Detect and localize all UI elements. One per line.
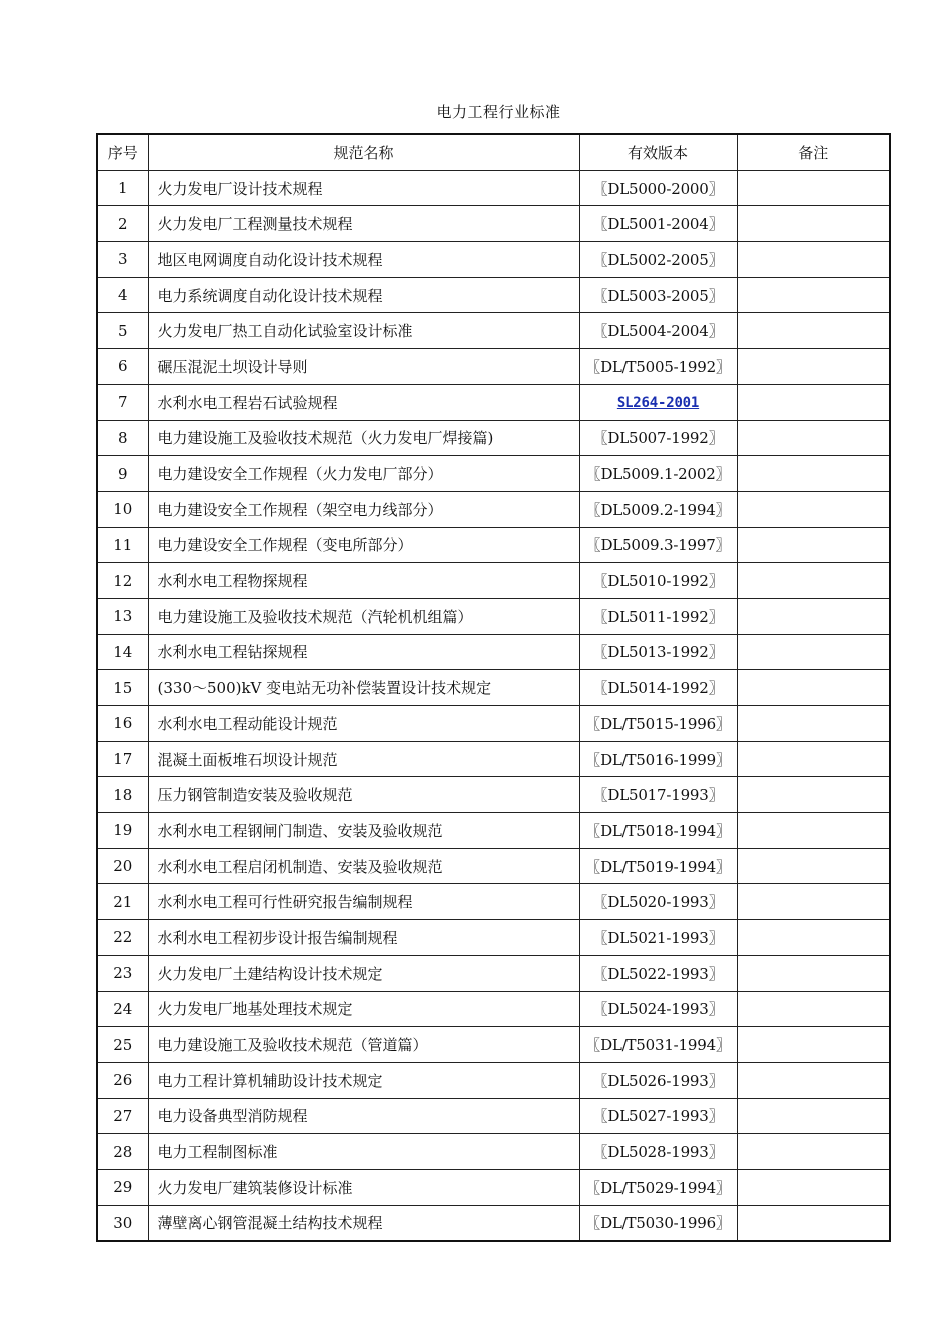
standard-name: 电力建设施工及验收技术规范（管道篇）	[148, 1027, 579, 1063]
standard-version-cell: 〖DL/T5015-1996〗	[579, 706, 737, 742]
row-number: 14	[97, 634, 148, 670]
row-note	[737, 706, 890, 742]
row-note	[737, 741, 890, 777]
page-title: 电力工程行业标准	[436, 103, 561, 121]
row-note	[737, 1169, 890, 1205]
table-row	[97, 670, 890, 706]
table-row	[97, 955, 890, 991]
row-number: 16	[97, 706, 148, 742]
standards-table	[96, 133, 891, 1242]
standard-version-cell: 〖DL5001-2004〗	[579, 206, 737, 242]
row-note	[737, 670, 890, 706]
standard-version-cell: 〖DL5004-2004〗	[579, 313, 737, 349]
standard-version-cell	[579, 384, 737, 420]
standard-name: 电力建设安全工作规程（变电所部分）	[148, 527, 579, 563]
standard-name: 电力建设安全工作规程（火力发电厂部分）	[148, 456, 579, 492]
row-number: 23	[97, 955, 148, 991]
row-note	[737, 955, 890, 991]
row-note	[737, 848, 890, 884]
table-row	[97, 813, 890, 849]
standard-name: 电力工程计算机辅助设计技术规定	[148, 1062, 579, 1098]
row-note	[737, 313, 890, 349]
table-row	[97, 1205, 890, 1241]
row-note	[737, 884, 890, 920]
standard-version-cell: 〖DL5009.1-2002〗	[579, 456, 737, 492]
standard-name: 混凝土面板堆石坝设计规范	[148, 741, 579, 777]
table-row	[97, 598, 890, 634]
standard-name: 电力系统调度自动化设计技术规程	[148, 277, 579, 313]
header-name: 规范名称	[148, 134, 579, 170]
standard-name: 电力建设安全工作规程（架空电力线部分）	[148, 491, 579, 527]
table-row	[97, 920, 890, 956]
standard-name: 电力建设施工及验收技术规范（汽轮机机组篇）	[148, 598, 579, 634]
standard-name: 薄壁离心钢管混凝土结构技术规程	[148, 1205, 579, 1241]
standard-version-cell: 〖DL5009.2-1994〗	[579, 491, 737, 527]
standard-name: 火力发电厂土建结构设计技术规定	[148, 955, 579, 991]
row-number: 12	[97, 563, 148, 599]
table-row	[97, 563, 890, 599]
table-row	[97, 349, 890, 385]
row-number: 24	[97, 991, 148, 1027]
table-row	[97, 527, 890, 563]
row-note	[737, 563, 890, 599]
standard-version-cell: 〖DL5026-1993〗	[579, 1062, 737, 1098]
standard-version-cell: 〖DL5009.3-1997〗	[579, 527, 737, 563]
standard-version-cell: 〖DL5003-2005〗	[579, 277, 737, 313]
standard-name: 火力发电厂热工自动化试验室设计标准	[148, 313, 579, 349]
standard-version-cell: 〖DL5024-1993〗	[579, 991, 737, 1027]
row-number: 10	[97, 491, 148, 527]
table-body	[97, 170, 890, 1241]
standard-name: 水利水电工程启闭机制造、安装及验收规范	[148, 848, 579, 884]
row-note	[737, 456, 890, 492]
row-number: 3	[97, 242, 148, 278]
standard-version-cell: 〖DL5013-1992〗	[579, 634, 737, 670]
row-note	[737, 1027, 890, 1063]
table-row	[97, 384, 890, 420]
row-note	[737, 1062, 890, 1098]
table-row	[97, 848, 890, 884]
standard-name: 火力发电厂建筑装修设计标准	[148, 1169, 579, 1205]
row-number: 18	[97, 777, 148, 813]
standard-version-cell: 〖DL5017-1993〗	[579, 777, 737, 813]
standard-name: 电力设备典型消防规程	[148, 1098, 579, 1134]
standard-name: 电力工程制图标准	[148, 1134, 579, 1170]
standard-version-link[interactable]: SL264-2001	[616, 395, 700, 412]
row-number: 27	[97, 1098, 148, 1134]
row-number: 13	[97, 598, 148, 634]
row-note	[737, 242, 890, 278]
row-note	[737, 349, 890, 385]
standard-name: 水利水电工程岩石试验规程	[148, 384, 579, 420]
standard-name: 火力发电厂地基处理技术规定	[148, 991, 579, 1027]
standard-version-cell: 〖DL5011-1992〗	[579, 598, 737, 634]
table-row	[97, 884, 890, 920]
standard-version-cell: 〖DL5002-2005〗	[579, 242, 737, 278]
table-row	[97, 741, 890, 777]
table-row	[97, 456, 890, 492]
standard-version-cell: 〖DL/T5019-1994〗	[579, 848, 737, 884]
standard-name: (330～500)kV 变电站无功补偿装置设计技术规定	[148, 670, 579, 706]
standard-name: 水利水电工程初步设计报告编制规程	[148, 920, 579, 956]
standard-name: 碾压混泥土坝设计导则	[148, 349, 579, 385]
row-number: 6	[97, 349, 148, 385]
standard-name: 水利水电工程钢闸门制造、安装及验收规范	[148, 813, 579, 849]
standard-version-cell: 〖DL5010-1992〗	[579, 563, 737, 599]
standard-version-cell: 〖DL/T5030-1996〗	[579, 1205, 737, 1241]
table-row	[97, 420, 890, 456]
row-note	[737, 527, 890, 563]
standard-version-cell: 〖DL5028-1993〗	[579, 1134, 737, 1170]
standard-name: 水利水电工程物探规程	[148, 563, 579, 599]
standard-version-cell: 〖DL5021-1993〗	[579, 920, 737, 956]
row-note	[737, 384, 890, 420]
row-number: 17	[97, 741, 148, 777]
row-number: 11	[97, 527, 148, 563]
table-row	[97, 777, 890, 813]
table-row	[97, 170, 890, 206]
standard-name: 火力发电厂设计技术规程	[148, 170, 579, 206]
table-row	[97, 242, 890, 278]
row-number: 15	[97, 670, 148, 706]
standard-version-cell: 〖DL5014-1992〗	[579, 670, 737, 706]
standard-version-cell: 〖DL/T5005-1992〗	[579, 349, 737, 385]
table-row	[97, 206, 890, 242]
row-note	[737, 1098, 890, 1134]
row-note	[737, 598, 890, 634]
table-row	[97, 706, 890, 742]
table-row	[97, 1027, 890, 1063]
row-note	[737, 277, 890, 313]
row-note	[737, 1205, 890, 1241]
standard-name: 火力发电厂工程测量技术规程	[148, 206, 579, 242]
table-row	[97, 1169, 890, 1205]
row-number: 19	[97, 813, 148, 849]
standard-version-cell: 〖DL5000-2000〗	[579, 170, 737, 206]
row-note	[737, 206, 890, 242]
table-row	[97, 1134, 890, 1170]
standard-name: 水利水电工程可行性研究报告编制规程	[148, 884, 579, 920]
header-version: 有效版本	[579, 134, 737, 170]
table-row	[97, 634, 890, 670]
row-note	[737, 813, 890, 849]
row-note	[737, 777, 890, 813]
table-row	[97, 1098, 890, 1134]
row-number: 9	[97, 456, 148, 492]
table-row	[97, 277, 890, 313]
row-number: 29	[97, 1169, 148, 1205]
table-header-row	[97, 134, 890, 170]
standard-version-cell: 〖DL/T5016-1999〗	[579, 741, 737, 777]
standard-name: 压力钢管制造安装及验收规范	[148, 777, 579, 813]
header-note: 备注	[737, 134, 890, 170]
row-number: 2	[97, 206, 148, 242]
standard-version-cell: 〖DL/T5029-1994〗	[579, 1169, 737, 1205]
row-number: 25	[97, 1027, 148, 1063]
standard-name: 电力建设施工及验收技术规范（火力发电厂焊接篇)	[148, 420, 579, 456]
standard-version-cell: 〖DL5027-1993〗	[579, 1098, 737, 1134]
standard-name: 地区电网调度自动化设计技术规程	[148, 242, 579, 278]
row-number: 22	[97, 920, 148, 956]
standard-name: 水利水电工程动能设计规范	[148, 706, 579, 742]
row-number: 8	[97, 420, 148, 456]
row-number: 20	[97, 848, 148, 884]
row-number: 28	[97, 1134, 148, 1170]
standard-version-cell: 〖DL/T5031-1994〗	[579, 1027, 737, 1063]
row-note	[737, 991, 890, 1027]
row-number: 4	[97, 277, 148, 313]
standard-name: 水利水电工程钻探规程	[148, 634, 579, 670]
row-number: 30	[97, 1205, 148, 1241]
row-note	[737, 634, 890, 670]
row-note	[737, 920, 890, 956]
table-row	[97, 313, 890, 349]
row-note	[737, 170, 890, 206]
row-note	[737, 420, 890, 456]
standard-version-cell: 〖DL5020-1993〗	[579, 884, 737, 920]
table-row	[97, 491, 890, 527]
table-row	[97, 991, 890, 1027]
header-number: 序号	[97, 134, 148, 170]
standard-version-cell: 〖DL5007-1992〗	[579, 420, 737, 456]
row-note	[737, 1134, 890, 1170]
standard-version-cell: 〖DL/T5018-1994〗	[579, 813, 737, 849]
row-number: 5	[97, 313, 148, 349]
row-number: 7	[97, 384, 148, 420]
standard-version-cell: 〖DL5022-1993〗	[579, 955, 737, 991]
table-row	[97, 1062, 890, 1098]
row-number: 26	[97, 1062, 148, 1098]
row-note	[737, 491, 890, 527]
row-number: 21	[97, 884, 148, 920]
row-number: 1	[97, 170, 148, 206]
